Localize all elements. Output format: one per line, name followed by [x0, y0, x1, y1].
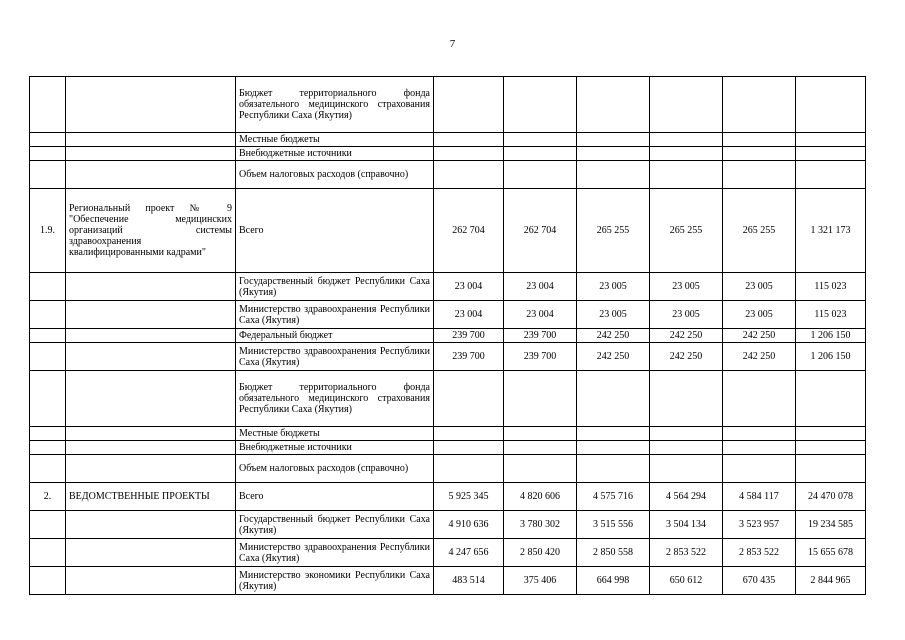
row-number-cell	[30, 147, 66, 161]
year-value-cell: 23 004	[434, 301, 504, 329]
table-row	[30, 329, 866, 343]
year-value-cell: 265 255	[723, 189, 796, 273]
year-value-cell	[723, 161, 796, 189]
year-value-cell: 23 005	[723, 273, 796, 301]
year-value-cell	[577, 77, 650, 133]
year-value-cell	[434, 441, 504, 455]
row-number-cell	[30, 567, 66, 595]
project-name-cell	[66, 539, 236, 567]
year-value-cell: 262 704	[504, 189, 577, 273]
year-value-cell: 23 004	[434, 273, 504, 301]
funding-source-cell: Местные бюджеты	[236, 133, 434, 147]
project-name-cell: ВЕДОМСТВЕННЫЕ ПРОЕКТЫ	[66, 483, 236, 511]
table-row	[30, 427, 866, 441]
row-number-cell	[30, 77, 66, 133]
row-number-cell: 1.9.	[30, 189, 66, 273]
year-value-cell: 239 700	[504, 343, 577, 371]
year-value-cell	[504, 77, 577, 133]
year-value-cell: 239 700	[434, 343, 504, 371]
table-row	[30, 273, 866, 301]
year-value-cell	[723, 441, 796, 455]
total-value-cell	[796, 133, 866, 147]
funding-source-cell: Министерство экономики Республики Саха (Якутия)	[236, 567, 434, 595]
year-value-cell: 23 004	[504, 301, 577, 329]
funding-source-cell: Бюджет территориального фонда обязательного медицинского страхования Республики Саха (Якутия)	[236, 77, 434, 133]
total-value-cell	[796, 371, 866, 427]
row-number-cell	[30, 301, 66, 329]
year-value-cell	[650, 133, 723, 147]
funding-source-cell: Внебюджетные источники	[236, 147, 434, 161]
row-number-cell	[30, 133, 66, 147]
project-name-cell	[66, 301, 236, 329]
year-value-cell: 670 435	[723, 567, 796, 595]
year-value-cell: 23 005	[577, 273, 650, 301]
year-value-cell	[577, 147, 650, 161]
project-name-cell	[66, 161, 236, 189]
total-value-cell: 115 023	[796, 301, 866, 329]
year-value-cell: 375 406	[504, 567, 577, 595]
year-value-cell	[723, 455, 796, 483]
year-value-cell	[504, 427, 577, 441]
total-value-cell	[796, 161, 866, 189]
total-value-cell: 1 206 150	[796, 343, 866, 371]
year-value-cell: 242 250	[650, 343, 723, 371]
row-number-cell	[30, 539, 66, 567]
table-row	[30, 441, 866, 455]
year-value-cell: 2 850 420	[504, 539, 577, 567]
total-value-cell: 115 023	[796, 273, 866, 301]
year-value-cell	[434, 455, 504, 483]
year-value-cell	[577, 161, 650, 189]
table-row	[30, 567, 866, 595]
year-value-cell	[434, 371, 504, 427]
year-value-cell: 2 853 522	[650, 539, 723, 567]
year-value-cell	[434, 161, 504, 189]
year-value-cell	[504, 371, 577, 427]
year-value-cell: 23 005	[723, 301, 796, 329]
table-row	[30, 77, 866, 133]
year-value-cell: 3 523 957	[723, 511, 796, 539]
year-value-cell: 664 998	[577, 567, 650, 595]
year-value-cell: 242 250	[723, 329, 796, 343]
year-value-cell	[650, 371, 723, 427]
total-value-cell	[796, 147, 866, 161]
funding-source-cell: Внебюджетные источники	[236, 441, 434, 455]
year-value-cell: 23 005	[650, 301, 723, 329]
funding-source-cell: Бюджет территориального фонда обязательного медицинского страхования Республики Саха (Якутия)	[236, 371, 434, 427]
table-row	[30, 511, 866, 539]
row-number-cell	[30, 455, 66, 483]
funding-source-cell: Объем налоговых расходов (справочно)	[236, 455, 434, 483]
year-value-cell	[723, 427, 796, 441]
year-value-cell	[577, 441, 650, 455]
table-row	[30, 147, 866, 161]
year-value-cell: 2 850 558	[577, 539, 650, 567]
funding-source-cell: Министерство здравоохранения Республики Саха (Якутия)	[236, 343, 434, 371]
year-value-cell: 242 250	[577, 343, 650, 371]
year-value-cell	[577, 133, 650, 147]
project-name-cell	[66, 511, 236, 539]
year-value-cell	[504, 147, 577, 161]
total-value-cell: 1 206 150	[796, 329, 866, 343]
year-value-cell: 4 910 636	[434, 511, 504, 539]
project-name-cell: Региональный проект № 9 "Обеспечение медицинских организаций системы здравоохранения квалифицированными кадрами"	[66, 189, 236, 273]
row-number-cell	[30, 343, 66, 371]
year-value-cell	[434, 77, 504, 133]
year-value-cell: 265 255	[577, 189, 650, 273]
year-value-cell: 265 255	[650, 189, 723, 273]
funding-source-cell: Всего	[236, 483, 434, 511]
year-value-cell	[650, 441, 723, 455]
year-value-cell: 483 514	[434, 567, 504, 595]
year-value-cell: 2 853 522	[723, 539, 796, 567]
total-value-cell: 1 321 173	[796, 189, 866, 273]
project-name-cell	[66, 441, 236, 455]
year-value-cell	[723, 371, 796, 427]
table-row	[30, 133, 866, 147]
year-value-cell	[504, 133, 577, 147]
funding-source-cell: Всего	[236, 189, 434, 273]
row-number-cell	[30, 441, 66, 455]
project-name-cell	[66, 77, 236, 133]
year-value-cell	[650, 455, 723, 483]
year-value-cell: 4 575 716	[577, 483, 650, 511]
funding-source-cell: Министерство здравоохранения Республики Саха (Якутия)	[236, 539, 434, 567]
funding-source-cell: Объем налоговых расходов (справочно)	[236, 161, 434, 189]
project-name-cell	[66, 147, 236, 161]
project-name-cell	[66, 371, 236, 427]
year-value-cell: 3 504 134	[650, 511, 723, 539]
year-value-cell: 3 515 556	[577, 511, 650, 539]
project-name-cell	[66, 329, 236, 343]
funding-source-cell: Федеральный бюджет	[236, 329, 434, 343]
year-value-cell	[577, 455, 650, 483]
funding-source-cell: Государственный бюджет Республики Саха (Якутия)	[236, 511, 434, 539]
year-value-cell	[577, 427, 650, 441]
total-value-cell: 15 655 678	[796, 539, 866, 567]
year-value-cell	[434, 427, 504, 441]
table-row	[30, 483, 866, 511]
total-value-cell: 19 234 585	[796, 511, 866, 539]
funding-source-cell: Министерство здравоохранения Республики Саха (Якутия)	[236, 301, 434, 329]
page-number: 7	[449, 38, 456, 50]
table-row	[30, 455, 866, 483]
year-value-cell: 3 780 302	[504, 511, 577, 539]
year-value-cell: 23 005	[650, 273, 723, 301]
year-value-cell	[434, 133, 504, 147]
row-number-cell	[30, 161, 66, 189]
total-value-cell	[796, 427, 866, 441]
year-value-cell: 242 250	[723, 343, 796, 371]
year-value-cell	[504, 455, 577, 483]
total-value-cell	[796, 455, 866, 483]
year-value-cell: 239 700	[434, 329, 504, 343]
year-value-cell: 4 584 117	[723, 483, 796, 511]
year-value-cell	[723, 133, 796, 147]
year-value-cell	[650, 427, 723, 441]
year-value-cell: 5 925 345	[434, 483, 504, 511]
year-value-cell: 23 005	[577, 301, 650, 329]
year-value-cell	[577, 371, 650, 427]
year-value-cell: 23 004	[504, 273, 577, 301]
year-value-cell	[434, 147, 504, 161]
project-name-cell	[66, 455, 236, 483]
table-row	[30, 539, 866, 567]
budget-table	[29, 76, 866, 595]
year-value-cell: 650 612	[650, 567, 723, 595]
year-value-cell: 242 250	[577, 329, 650, 343]
year-value-cell: 239 700	[504, 329, 577, 343]
row-number-cell	[30, 511, 66, 539]
project-name-cell	[66, 427, 236, 441]
year-value-cell	[504, 161, 577, 189]
funding-source-cell: Местные бюджеты	[236, 427, 434, 441]
project-name-cell	[66, 133, 236, 147]
total-value-cell: 24 470 078	[796, 483, 866, 511]
year-value-cell	[723, 147, 796, 161]
row-number-cell	[30, 273, 66, 301]
year-value-cell	[723, 77, 796, 133]
row-number-cell	[30, 371, 66, 427]
year-value-cell: 262 704	[434, 189, 504, 273]
funding-source-cell: Государственный бюджет Республики Саха (Якутия)	[236, 273, 434, 301]
total-value-cell	[796, 441, 866, 455]
year-value-cell	[650, 161, 723, 189]
table-row	[30, 301, 866, 329]
table-row	[30, 371, 866, 427]
year-value-cell	[650, 77, 723, 133]
year-value-cell: 242 250	[650, 329, 723, 343]
row-number-cell	[30, 329, 66, 343]
project-name-cell	[66, 273, 236, 301]
table-row	[30, 161, 866, 189]
project-name-cell	[66, 343, 236, 371]
year-value-cell	[650, 147, 723, 161]
table-row	[30, 343, 866, 371]
table-row	[30, 189, 866, 273]
total-value-cell	[796, 77, 866, 133]
project-name-cell	[66, 567, 236, 595]
year-value-cell: 4 564 294	[650, 483, 723, 511]
row-number-cell	[30, 427, 66, 441]
year-value-cell	[504, 441, 577, 455]
row-number-cell: 2.	[30, 483, 66, 511]
year-value-cell: 4 820 606	[504, 483, 577, 511]
year-value-cell: 4 247 656	[434, 539, 504, 567]
total-value-cell: 2 844 965	[796, 567, 866, 595]
